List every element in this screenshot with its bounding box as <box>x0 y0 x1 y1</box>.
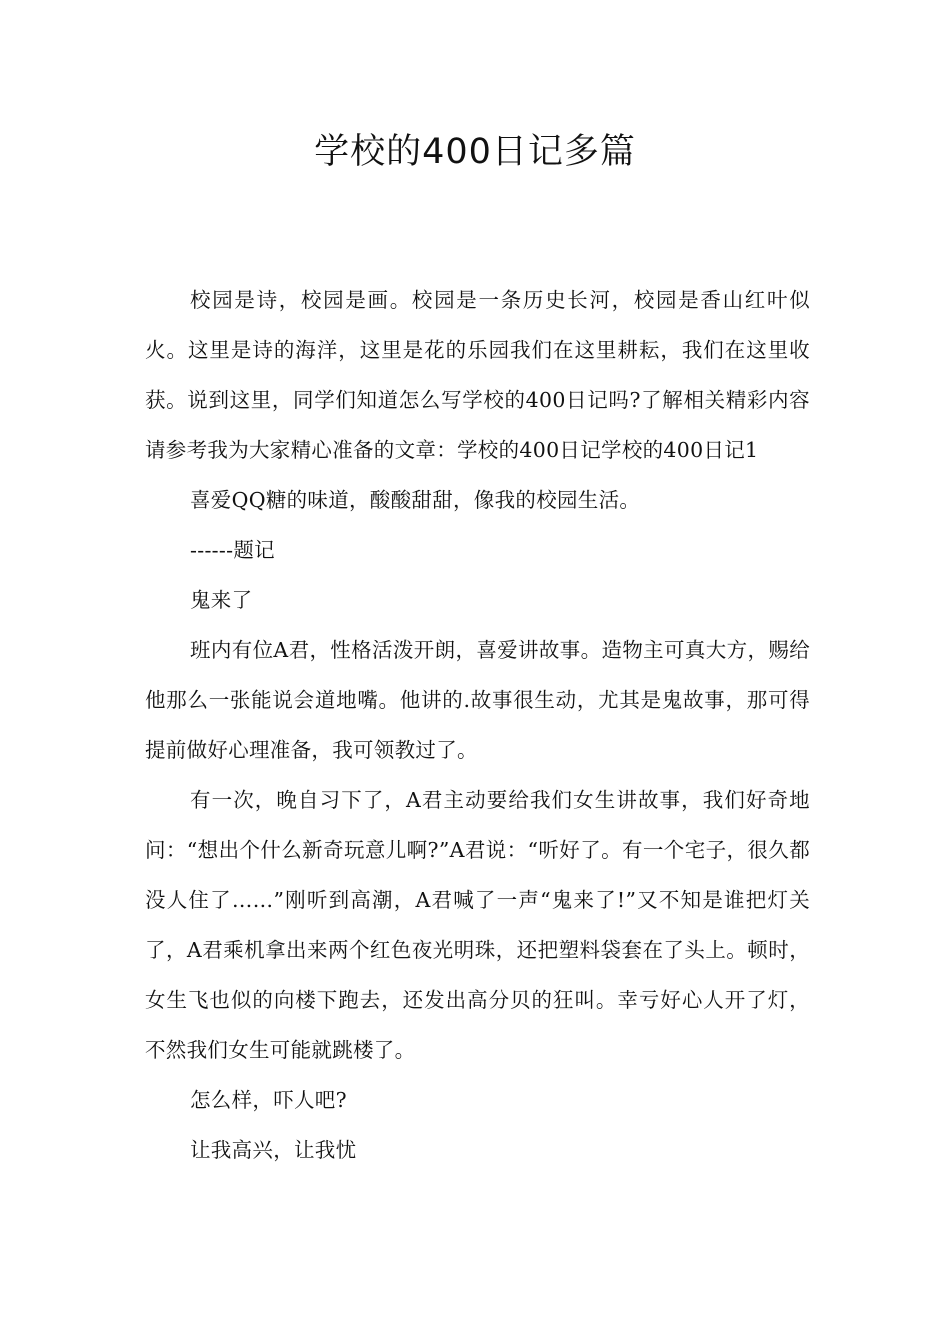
epigraph-paragraph: 喜爱QQ糖的味道，酸酸甜甜，像我的校园生活。 <box>190 488 641 512</box>
epigraph-attribution: ------题记 <box>190 538 275 562</box>
document-title: 学校的400日记多篇 <box>314 132 636 172</box>
document-body <box>145 275 810 1175</box>
intro-paragraph: 校园是诗，校园是画。校园是一条历史长河，校园是香山红叶似火。这里是诗的海洋，这里是花的乐园我们在这里耕耘，我们在这里收获。说到这里，同学们知道怎么写学校的400日记吗?了解相关精彩内容请参考我为大家精心准备的文章：学校的400日记学校的400日记1 <box>145 288 810 462</box>
story-paragraph: 有一次，晚自习下了，A君主动要给我们女生讲故事，我们好奇地问：“想出个什么新奇玩意儿啊?”A君说：“听好了。有一个宅子，很久都没人住了……”刚听到高潮，A君喊了一声“鬼来了!”又不知是谁把灯关了，A君乘机拿出来两个红色夜光明珠，还把塑料袋套在了头上。顿时，女生飞也似的向楼下跑去，还发出高分贝的狂叫。幸亏好心人开了灯，不然我们女生可能就跳楼了。 <box>145 788 810 1062</box>
section-heading: 让我高兴，让我忧 <box>190 1138 357 1162</box>
story-paragraph: 班内有位A君，性格活泼开朗，喜爱讲故事。造物主可真大方，赐给他那么一张能说会道地嘴。他讲的.故事很生动，尤其是鬼故事，那可得提前做好心理准备，我可领教过了。 <box>145 638 810 762</box>
section-heading: 鬼来了 <box>190 588 253 612</box>
story-paragraph: 怎么样，吓人吧? <box>190 1088 347 1112</box>
